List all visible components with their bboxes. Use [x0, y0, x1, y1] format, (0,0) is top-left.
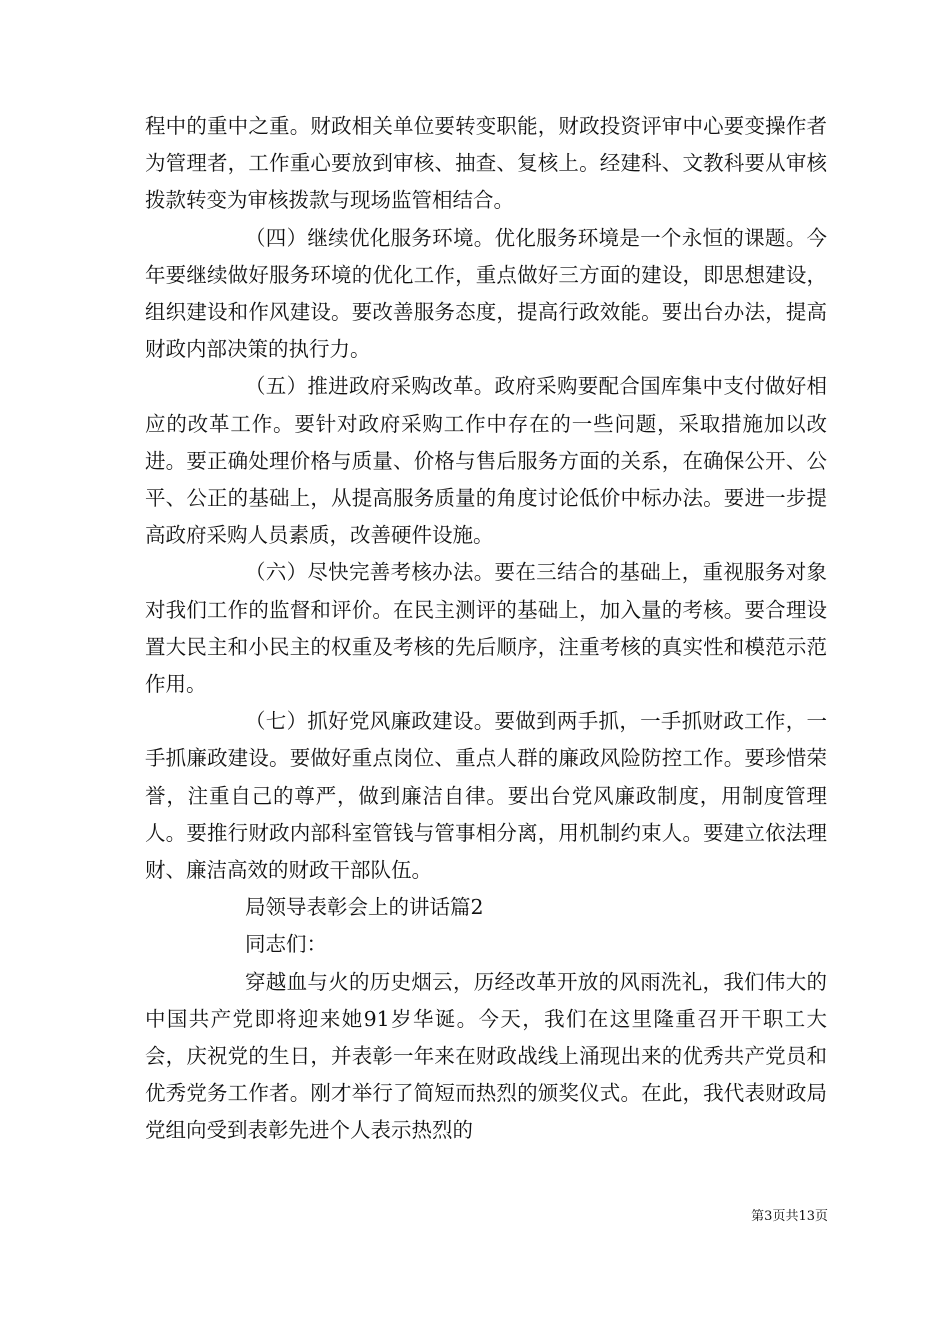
paragraph-service-environment: （四）继续优化服务环境。优化服务环境是一个永恒的课题。今年要继续做好服务环境的优化工作，重点做好三方面的建设，即思想建设，组织建设和作风建设。要改善服务态度，提高行政效能。要出台办法，提高财政内部决策的执行力。: [145, 225, 827, 362]
paragraph-government-procurement: （五）推进政府采购改革。政府采购要配合国库集中支付做好相应的改革工作。要针对政府采购工作中存在的一些问题，采取措施加以改进。要正确处理价格与质量、价格与售后服务方面的关系，在确保公开、公平、公正的基础上，从提高服务质量的角度讨论低价中标办法。要进一步提高政府采购人员素质，改善硬件设施。: [145, 374, 827, 548]
paragraph-party-conduct: （七）抓好党风廉政建设。要做到两手抓，一手抓财政工作，一手抓廉政建设。要做好重点岗位、重点人群的廉政风险防控工作。要珍惜荣誉，注重自己的尊严，做到廉洁自律。要出台党风廉政制度，用制度管理人。要推行财政内部科室管钱与管事相分离，用机制约束人。要建立依法理财、廉洁高效的财政干部队伍。: [145, 709, 827, 883]
paragraph-assessment-methods: （六）尽快完善考核办法。要在三结合的基础上，重视服务对象对我们工作的监督和评价。在民主测评的基础上，加入量的考核。要合理设置大民主和小民主的权重及考核的先后顺序，注重考核的真实性和模范示范作用。: [145, 560, 827, 697]
section-heading: 局领导表彰会上的讲话篇2: [245, 895, 484, 920]
paragraph-speech-opening: 穿越血与火的历史烟云，历经改革开放的风雨洗礼，我们伟大的中国共产党即将迎来她91岁华诞。今天，我们在这里隆重召开干职工大会，庆祝党的生日，并表彰一年来在财政战线上涌现出来的优秀共产党员和优秀党务工作者。刚才举行了简短而热烈的颁奖仪式。在此，我代表财政局党组向受到表彰先进个人表示热烈的: [145, 969, 827, 1143]
paragraph-continuation: 程中的重中之重。财政相关单位要转变职能，财政投资评审中心要变操作者为管理者，工作重心要放到审核、抽查、复核上。经建科、文教科要从审核拨款转变为审核拨款与现场监管相结合。: [145, 114, 827, 213]
page-number: 第3页共13页: [751, 1209, 828, 1224]
salutation: 同志们：: [245, 932, 327, 957]
document-body: [145, 108, 827, 1150]
